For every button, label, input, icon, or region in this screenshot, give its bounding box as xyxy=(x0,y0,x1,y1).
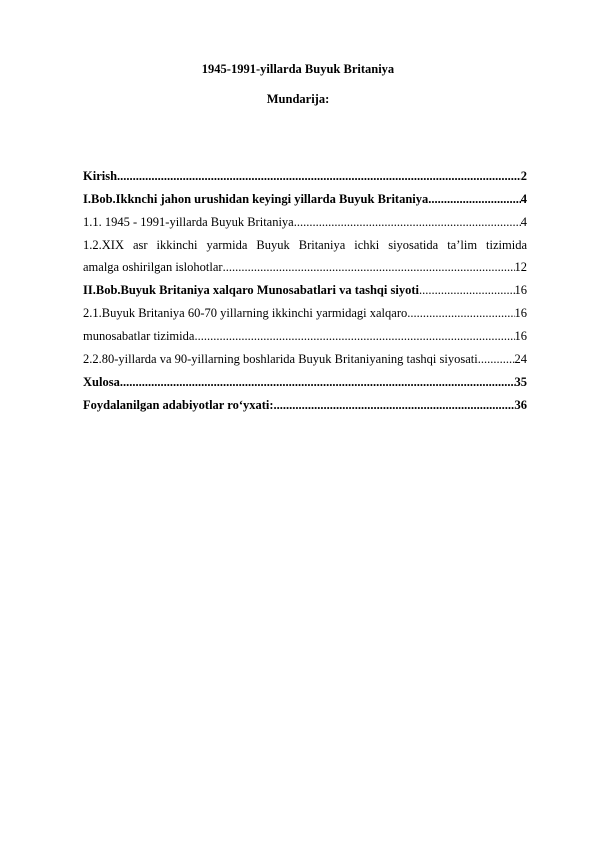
toc-entry-page: 16 xyxy=(514,283,527,297)
toc-entry-text: Xulosa xyxy=(83,375,120,389)
doc-title: 1945-1991-yillarda Buyuk Britaniya xyxy=(201,62,395,76)
toc-entry-page: 4 xyxy=(520,192,527,206)
toc-entry-text: II.Bob.Buyuk Britaniya xalqaro Munosabatlari va tashqi siyoti xyxy=(83,283,419,297)
toc-entry-text: I.Bob.Ikknchi jahon urushidan keyingi yillarda Buyuk Britaniya xyxy=(83,192,429,206)
toc-entry-text: amalga oshirilgan islohotlar xyxy=(83,260,223,274)
toc-entry-chapter-2[interactable] xyxy=(83,279,527,301)
toc-leader-dots xyxy=(478,348,515,370)
toc-entry-text: Foydalanilgan adabiyotlar ro‘yxati: xyxy=(83,398,274,412)
toc-leader-dots xyxy=(294,211,521,233)
toc-entry-text-line1: 1.2.XIX asr ikkinchi yarmida Buyuk Britaniya ichki siyosatida ta’lim tizimida xyxy=(83,238,527,252)
toc-entry-page: 16 xyxy=(514,306,527,320)
toc-entry-text: 2.2.80-yillarda va 90-yillarning boshlarida Buyuk Britaniyaning tashqi siyosati xyxy=(83,352,478,366)
toc-leader-dots xyxy=(419,279,515,301)
toc-entry-page: 4 xyxy=(520,215,527,229)
toc-entry-2-2[interactable] xyxy=(83,348,527,370)
toc-entry-chapter-1[interactable] xyxy=(83,188,527,210)
toc-entry-2-1-cont[interactable] xyxy=(83,325,527,347)
toc-entry-2-1[interactable] xyxy=(83,302,527,324)
toc-leader-dots xyxy=(428,188,520,210)
toc-leader-dots xyxy=(223,256,515,278)
toc-leader-dots xyxy=(274,394,515,416)
toc-entry-page: 36 xyxy=(514,398,527,412)
toc-entry-1-1[interactable] xyxy=(83,211,527,233)
toc-entry-line2 xyxy=(83,256,527,278)
toc-entry-page: 12 xyxy=(514,260,527,274)
toc-leader-dots xyxy=(407,302,514,324)
toc-entry-text: 1.1. 1945 - 1991-yillarda Buyuk Britaniya xyxy=(83,215,294,229)
toc-entry-page: 35 xyxy=(514,375,527,389)
toc-entry-page: 24 xyxy=(514,352,527,366)
toc-entry-kirish[interactable] xyxy=(83,165,527,187)
toc-entry-xulosa[interactable] xyxy=(83,371,527,393)
toc-entry-text: munosabatlar tizimida xyxy=(83,329,195,343)
toc-leader-dots xyxy=(194,325,514,347)
toc-entry-page: 16 xyxy=(514,329,527,343)
toc-entry-page: 2 xyxy=(520,169,527,183)
toc-heading: Mundarija: xyxy=(266,92,330,106)
toc-leader-dots xyxy=(120,371,515,393)
toc-leader-dots xyxy=(117,165,521,187)
toc-entry-text: 2.1.Buyuk Britaniya 60-70 yillarning ikkinchi yarmidagi xalqaro xyxy=(83,306,408,320)
toc-entry-references[interactable] xyxy=(83,394,527,416)
toc-entry-text: Kirish xyxy=(83,169,118,183)
toc-entry-1-2[interactable] xyxy=(83,234,527,278)
table-of-contents xyxy=(83,165,527,416)
